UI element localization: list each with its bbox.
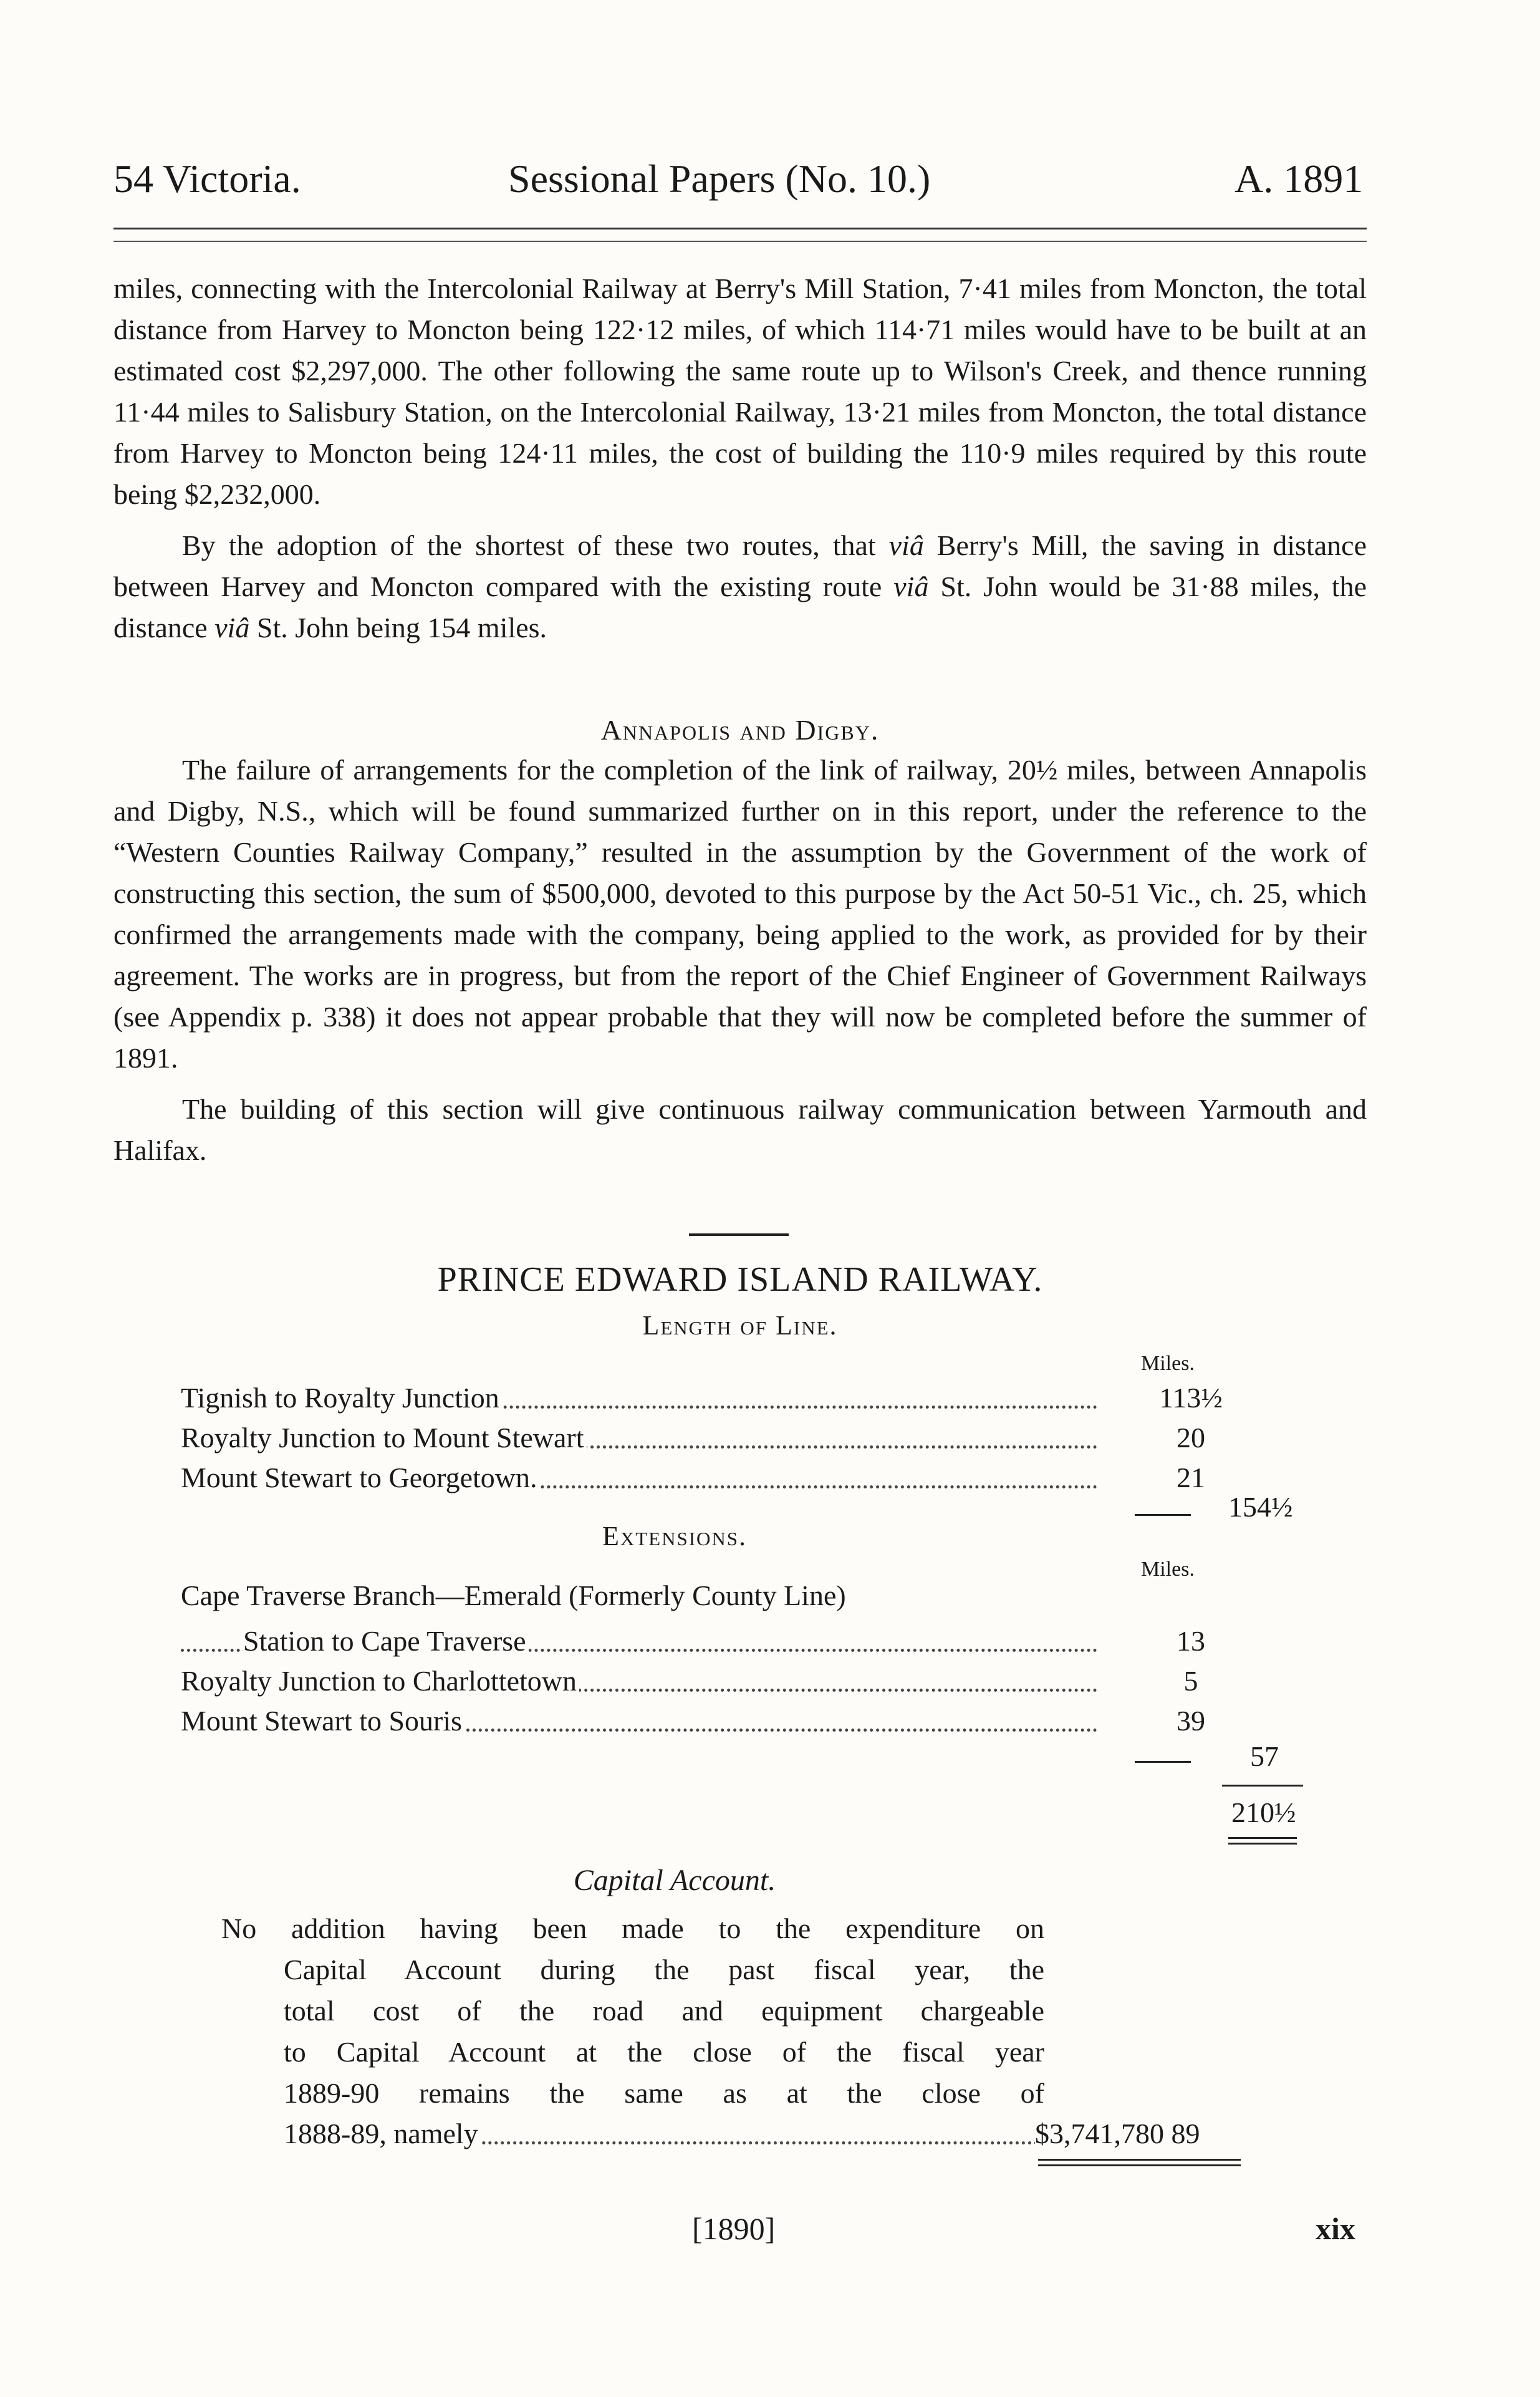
line-row: [181, 1458, 1205, 1498]
pei-title: PRINCE EDWARD ISLAND RAILWAY.: [437, 1260, 1043, 1299]
footer-center: [1890]: [692, 2211, 776, 2246]
line-row-label: Mount Stewart to Georgetown.: [181, 1462, 540, 1493]
capital-double-rule: [1038, 2159, 1241, 2166]
line-row-value: 21: [1177, 1462, 1205, 1493]
ext-subtotal-dash: [1135, 1761, 1191, 1763]
line-row: [181, 1418, 1205, 1458]
ext-row: [181, 1661, 1198, 1701]
line-row-label: Royalty Junction to Mount Stewart: [181, 1422, 587, 1454]
capital-heading: Capital Account.: [573, 1864, 776, 1897]
miles-label: Miles.: [1141, 1352, 1195, 1375]
ext-first-line: Cape Traverse Branch—Emerald (Formerly County Line): [181, 1580, 846, 1611]
length-heading: Length of Line.: [642, 1310, 838, 1341]
intro-paragraph-1: miles, connecting with the Intercolonial Railway at Berry's Mill Station, 7·41 miles from Moncton, the total distance from Harvey to Moncton being 122·12 miles, of which 114·71 miles would have to be built at an estimated cost $2,297,000. The other following the same route up to Wilson's Creek, and thence running 11·44 miles to Salisbury Station, on the Intercolonial Railway, 13·21 miles from Moncton, the total distance from Harvey to Moncton being 124·11 miles, the cost of building the 110·9 miles required by this route being $2,232,000.: [113, 272, 1367, 510]
ext-row-value: 5: [1183, 1665, 1198, 1697]
line-row-value: 113½: [1159, 1382, 1223, 1414]
section-separator: [689, 1233, 789, 1236]
capital-total-row: [284, 2114, 1044, 2154]
ext-row-label: Station to Cape Traverse: [243, 1625, 529, 1657]
intro-section: [113, 268, 1367, 658]
header-right: A. 1891: [1234, 157, 1364, 201]
total-rule: [1222, 1785, 1303, 1787]
line-total: 154½: [1228, 1491, 1293, 1523]
ext-row-label: Mount Stewart to Souris: [181, 1705, 464, 1737]
ext-total: 57: [1250, 1740, 1279, 1772]
ext-row-value: 39: [1177, 1705, 1205, 1737]
ext-row-value: 13: [1177, 1625, 1205, 1657]
ext-miles-label: Miles.: [1141, 1558, 1195, 1581]
ext-row-label: Royalty Junction to Charlottetown: [181, 1665, 579, 1697]
annapolis-paragraph-2: The building of this section will give continuous railway communication between Yarmouth and Halifax.: [113, 1093, 1367, 1166]
annapolis-heading: Annapolis and Digby.: [600, 714, 880, 746]
ext-row: [181, 1621, 1205, 1661]
grand-total: 210½: [1231, 1797, 1296, 1828]
capital-line: to Capital Account at the close of the fiscal year: [284, 2036, 1044, 2068]
grand-total-double-rule: [1228, 1837, 1297, 1845]
footer-page-number: xix: [1316, 2211, 1355, 2246]
ext-row: [181, 1701, 1205, 1741]
capital-line: No addition having been made to the expenditure on: [221, 1912, 1044, 1944]
annapolis-section: [113, 750, 1367, 1181]
line-row: [181, 1378, 1223, 1418]
intro-paragraph-2: By the adoption of the shortest of these two routes, that viâ Berry's Mill, the saving in distance between Harvey and Moncton compared with the existing route viâ St. John would be 31·88 miles, the distance viâ St. John being 154 miles.: [113, 529, 1367, 644]
header-center: Sessional Papers (No. 10.): [508, 157, 931, 201]
annapolis-paragraph-1: The failure of arrangements for the completion of the link of railway, 20½ miles, between Annapolis and Digby, N.S., which will be found summarized further on in this report, under the reference to the “Western Counties Railway Company,” resulted in the assumption by the Government of the work of constructing this section, the sum of $500,000, devoted to this purpose by the Act 50-51 Vic., ch. 25, which confirmed the arrangements made with the company, being applied to the work, as provided for by their agreement. The works are in progress, but from the report of the Chief Engineer of Government Railways (see Appendix p. 338) it does not appear probable that they will now be completed before the summer of 1891.: [113, 754, 1367, 1074]
capital-line: Capital Account during the past fiscal year, the: [284, 1954, 1044, 1985]
capital-text: [221, 1908, 1044, 2114]
capital-line: total cost of the road and equipment chargeable: [284, 1995, 1044, 2027]
subtotal-dash: [1135, 1514, 1191, 1516]
capital-amount: $3,741,780 89: [1035, 2114, 1200, 2154]
line-row-label: Tignish to Royalty Junction: [181, 1382, 502, 1414]
line-row-value: 20: [1177, 1422, 1205, 1454]
header-left: 54 Victoria.: [113, 157, 301, 201]
header-rule: [113, 228, 1367, 242]
extensions-heading: Extensions.: [602, 1521, 748, 1551]
capital-line: 1889-90 remains the same as at the close of: [284, 2077, 1044, 2109]
capital-last-line: 1888-89, namely: [284, 2118, 481, 2149]
